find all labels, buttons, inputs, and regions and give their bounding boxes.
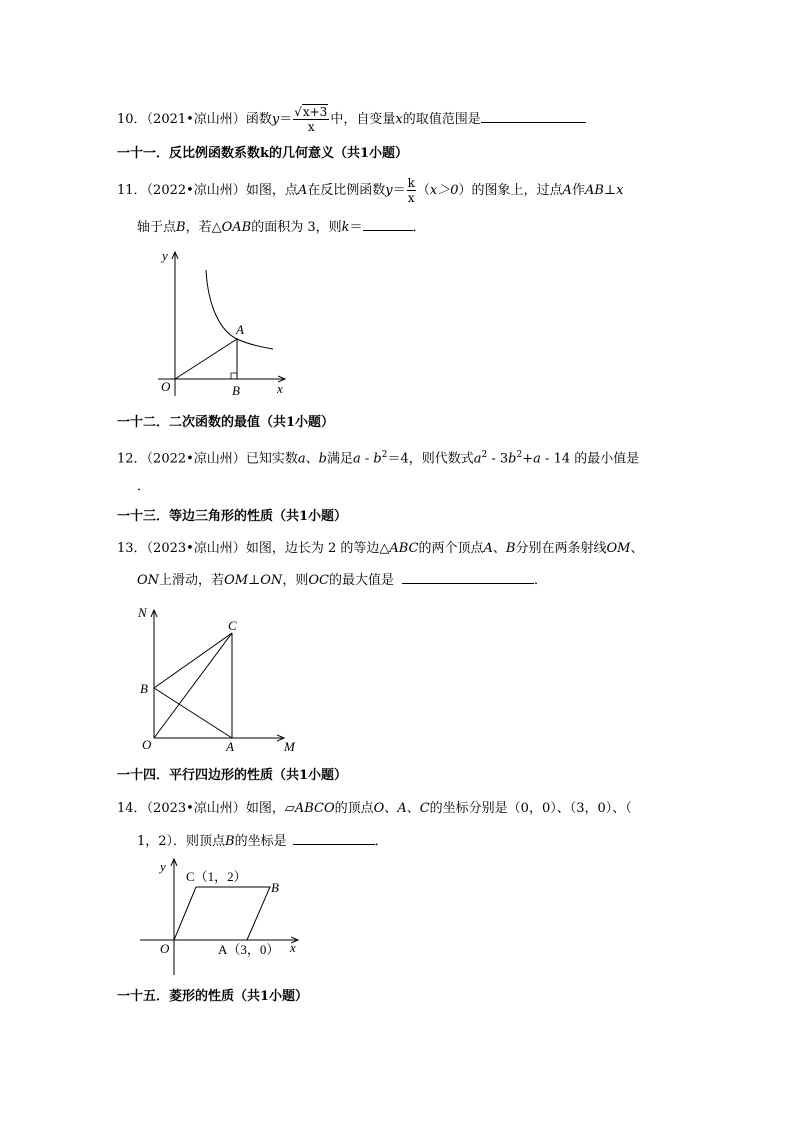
math-var: O — [373, 801, 385, 816]
math-var: x — [395, 112, 403, 127]
math-exponent: 2 — [516, 450, 523, 460]
question-text: 如图，边长为 2 的等边△ — [245, 541, 390, 556]
figure-14-parallelogram — [134, 855, 314, 979]
question-text: 如图，▱ — [245, 801, 295, 816]
label-B: B — [140, 681, 148, 696]
answer-blank[interactable] — [481, 110, 586, 123]
question-number: 13． — [117, 541, 147, 556]
math-var: OC — [308, 573, 329, 588]
question-text: ． — [137, 479, 151, 494]
math-op: + — [522, 451, 534, 467]
question-text: 满足 — [326, 451, 353, 467]
fraction-numerator: x+3 — [302, 105, 328, 119]
math-var: a — [533, 451, 541, 467]
math-var: A — [397, 801, 407, 816]
question-text: ，则 — [282, 573, 309, 588]
math-op: - 3 — [487, 451, 509, 467]
question-text: ） — [458, 183, 472, 198]
question-text: 、 — [630, 541, 644, 556]
parallelogram-ABCO — [174, 887, 270, 940]
label-M: M — [284, 739, 295, 754]
math-var: a — [473, 451, 482, 467]
answer-blank[interactable] — [402, 571, 534, 584]
math-var: a — [297, 451, 306, 467]
question-text: 的取值范围是 — [402, 112, 481, 127]
math-var: A — [562, 183, 572, 198]
question-text: 轴于点 — [137, 220, 177, 235]
section-heading-14: 一十四．平行四边形的性质（共1小题） — [117, 768, 348, 783]
question-text: 的图象上，过点 — [471, 183, 563, 198]
segment-OA — [175, 339, 237, 379]
fraction — [407, 176, 416, 205]
math-exponent: 2 — [481, 450, 488, 460]
math-var: b — [373, 451, 382, 467]
question-14-line2 — [137, 832, 388, 851]
question-text: 已知实数 — [245, 451, 298, 467]
math-var: b — [508, 451, 517, 467]
section-heading-13: 一十三．等边三角形的性质（共1小题） — [117, 509, 348, 524]
question-number: 10． — [117, 112, 147, 127]
question-text: 的坐标分别是（0，0）、（3，0）、（ — [429, 801, 632, 816]
math-cond: x＞0 — [429, 183, 459, 198]
question-text: 作 — [571, 183, 585, 198]
label-C: C（1，2） — [186, 869, 247, 884]
sqrt-sign: √ — [294, 105, 302, 119]
question-11-line2 — [137, 218, 426, 237]
fraction-denominator: x — [307, 120, 315, 134]
question-text: 上滑动，若 — [159, 573, 225, 588]
question-text: ． — [412, 220, 426, 235]
math-op: ＝ — [349, 220, 363, 235]
section-heading-12: 一十二．二次函数的最值（共1小题） — [117, 415, 335, 430]
question-number: 12． — [117, 451, 147, 467]
question-number: 14． — [117, 801, 147, 816]
math-op: ＝ — [279, 112, 293, 127]
answer-blank[interactable] — [363, 218, 413, 231]
math-exponent: 2 — [381, 450, 388, 460]
question-text: ，若△ — [185, 220, 222, 235]
math-op: ⊥ — [248, 573, 261, 588]
fraction-denominator: x — [407, 191, 415, 205]
question-text: 分别在两条射线 — [515, 541, 607, 556]
math-var: B — [505, 541, 516, 556]
question-text: ＝4，则代数式 — [387, 451, 474, 467]
question-text: 中，自变量 — [330, 112, 396, 127]
math-var: A — [483, 541, 493, 556]
answer-blank[interactable] — [293, 832, 375, 845]
label-A: A — [226, 739, 234, 754]
question-11 — [117, 176, 623, 205]
question-text: 如图，点 — [245, 183, 298, 198]
fraction — [293, 105, 329, 134]
question-12 — [117, 446, 639, 468]
question-text: 、 — [406, 801, 420, 816]
label-A: A（3，0） — [218, 942, 280, 957]
label-C: C — [228, 618, 237, 633]
question-text: ． — [374, 834, 388, 849]
math-var: C — [419, 801, 430, 816]
question-text: 的坐标是 — [234, 834, 287, 849]
segment-OC — [154, 633, 232, 738]
question-text: 在反比例函数 — [307, 183, 386, 198]
math-op: - — [360, 451, 374, 467]
math-var: B — [225, 834, 235, 849]
question-source: （2022•凉山州） — [146, 451, 246, 467]
math-var: ON — [260, 573, 283, 588]
question-text: 的顶点 — [334, 801, 374, 816]
math-var: b — [318, 451, 327, 467]
label-O: O — [142, 737, 152, 752]
math-var: y — [271, 112, 280, 127]
math-var: OM — [224, 573, 249, 588]
question-source: （2023•凉山州） — [146, 541, 246, 556]
question-text: ． — [533, 573, 547, 588]
right-angle-mark — [231, 373, 237, 379]
question-source: （2022•凉山州） — [146, 183, 246, 198]
label-y: y — [160, 859, 166, 874]
question-14 — [117, 800, 632, 818]
math-var: A — [297, 183, 308, 198]
label-B: B — [271, 880, 279, 895]
math-var: ABC — [389, 541, 419, 556]
math-var: ABCO — [294, 801, 335, 816]
label-y: y — [162, 248, 168, 263]
math-var: a — [352, 451, 361, 467]
question-number: 11． — [117, 183, 147, 198]
question-text: 的面积为 3，则 — [251, 220, 342, 235]
question-12-line2 — [137, 478, 150, 496]
math-var: OM — [606, 541, 631, 556]
question-13 — [117, 540, 643, 558]
question-text: （ — [416, 183, 430, 198]
fraction-numerator: k — [407, 176, 415, 190]
section-heading-15: 一十五．菱形的性质（共1小题） — [117, 989, 309, 1004]
label-O: O — [161, 379, 171, 394]
math-var: ON — [137, 573, 160, 588]
label-A: A — [236, 322, 244, 337]
label-x: x — [290, 940, 296, 955]
question-text: 、 — [384, 801, 398, 816]
label-x: x — [277, 381, 283, 396]
math-var: OAB — [221, 220, 252, 235]
question-text: 函数 — [245, 112, 272, 127]
question-source: （2023•凉山州） — [146, 801, 246, 816]
question-text: 、 — [492, 541, 506, 556]
math-var: y — [385, 183, 393, 198]
question-13-line2 — [137, 571, 547, 590]
label-O: O — [160, 941, 170, 956]
figure-13-triangle — [134, 600, 304, 758]
hyperbola-curve — [206, 270, 273, 349]
math-var: ⊥x — [603, 183, 624, 198]
question-text: 、 — [305, 451, 319, 467]
section-heading-11: 一十一．反比例函数系数k的几何意义（共1小题） — [117, 146, 409, 161]
side-AB — [154, 688, 232, 738]
math-var: k — [341, 220, 350, 235]
question-text: 1，2）．则顶点 — [137, 834, 226, 849]
label-N: N — [138, 605, 147, 620]
side-BC — [154, 633, 232, 688]
figure-11-hyperbola — [140, 246, 300, 404]
question-text: 的两个顶点 — [418, 541, 484, 556]
question-10 — [117, 105, 586, 134]
math-var: AB — [584, 183, 604, 198]
math-var: B — [176, 220, 186, 235]
label-B: B — [232, 383, 240, 398]
question-text: 的最大值是 — [328, 573, 394, 588]
question-source: （2021•凉山州） — [146, 112, 246, 127]
math-op: ＝ — [392, 183, 406, 198]
question-text: - 14 的最小值是 — [540, 451, 640, 467]
